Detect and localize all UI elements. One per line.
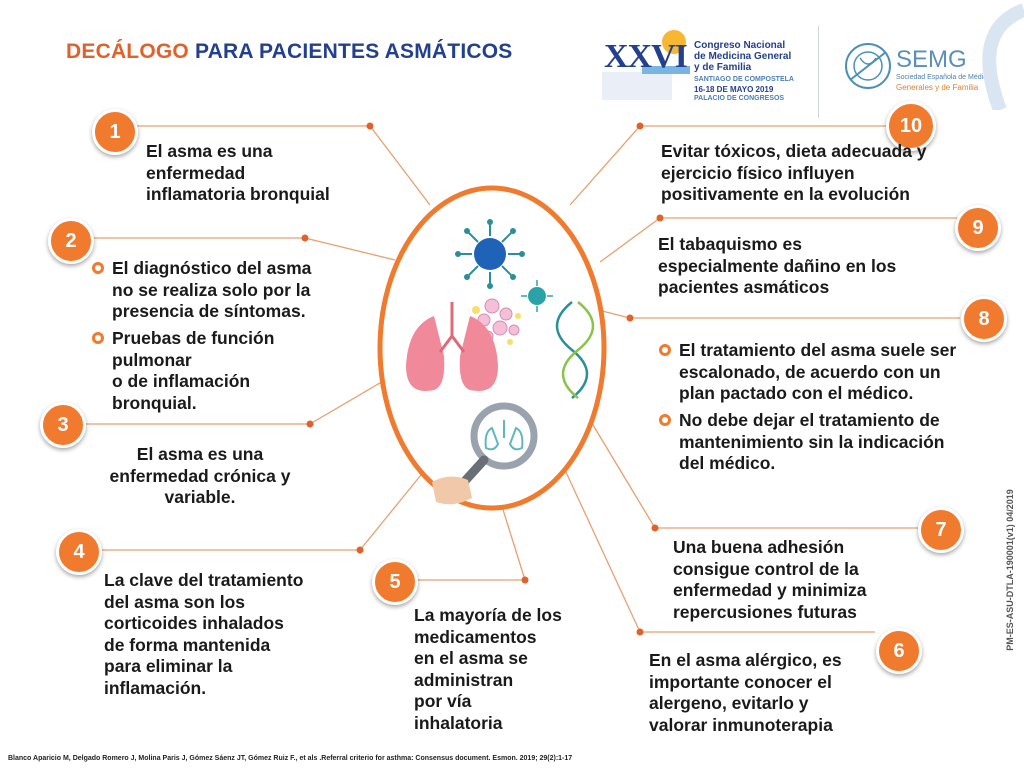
item-10-badge: 10 — [886, 101, 936, 151]
item-9-line: pacientes asmáticos — [658, 277, 830, 297]
item-7-badge: 7 — [918, 507, 964, 553]
bullet-icon — [659, 344, 671, 356]
item-8-bullet-1 — [679, 340, 956, 405]
congress-line3: y de Familia — [694, 62, 752, 73]
item-5-badge: 5 — [372, 559, 418, 605]
document-code-text: PM-ES-ASU-DTLA-190001(v1) 04/2019 — [1005, 489, 1015, 651]
item-5-text — [414, 605, 562, 734]
item-10-line: ejercicio físico influyen — [661, 162, 855, 183]
item-3-text — [80, 444, 320, 509]
congress-numeral: XXVI — [604, 38, 687, 75]
item-9-badge: 9 — [955, 205, 1001, 251]
item-4-line: inflamación. — [104, 677, 207, 698]
item-4-badge: 4 — [56, 529, 102, 575]
item-6-line: importante conocer el — [649, 671, 832, 692]
item-4-text — [104, 570, 303, 699]
item-5-line: por vía — [414, 691, 472, 711]
item-6-line: En el asma alérgico, es — [649, 650, 842, 670]
central-illustration — [372, 176, 612, 516]
item-1-text — [146, 141, 330, 206]
item-4-line: del asma son los — [104, 591, 246, 612]
reference-citation: Blanco Aparicio M, Delgado Romero J, Molina Paris J, Gómez Sáenz JT, Gómez Ruiz F., et als .Referral criterio for asthma: Consensus document. Esmon. 2019; 29(2):1-17 — [8, 755, 573, 762]
item-8-line: del médico. — [679, 453, 776, 473]
item-8-line: escalonado, de acuerdo con un — [679, 361, 941, 382]
title-accent: DECÁLOGO — [66, 40, 189, 63]
item-6-text — [649, 650, 842, 736]
item-7-line: enfermedad y minimiza — [673, 580, 867, 600]
item-5-line: medicamentos — [414, 626, 537, 647]
item-9-line: especialmente dañino en los — [658, 255, 897, 276]
item-1-badge: 1 — [92, 109, 138, 155]
item-2-line: no se realiza solo por la — [112, 279, 311, 300]
semg-line1: Sociedad Española de Médicos — [896, 74, 995, 81]
item-8-line: plan pactado con el médico. — [679, 383, 914, 403]
item-2-line: bronquial. — [112, 392, 197, 413]
item-10-line: Evitar tóxicos, dieta adecuada y — [661, 141, 927, 161]
item-7-line: repercusiones futuras — [673, 601, 857, 622]
item-4-line: de forma mantenida — [104, 634, 271, 655]
item-10-text — [661, 141, 927, 206]
item-2-line: o de inflamación — [112, 371, 251, 391]
item-7-text — [673, 537, 867, 623]
item-5-line: administran — [414, 669, 514, 690]
item-7-line: Una buena adhesión — [673, 537, 845, 557]
item-5-line: en el asma se — [414, 648, 528, 668]
item-2-line: presencia de síntomas. — [112, 301, 306, 321]
item-5-line: La mayoría de los — [414, 605, 562, 625]
item-8-bullet-2 — [679, 410, 944, 475]
item-2-line: pulmonar — [112, 349, 192, 370]
item-5-line: inhalatoria — [414, 712, 503, 733]
item-6-line: alergeno, evitarlo y — [649, 693, 809, 713]
item-8-line: No debe dejar el tratamiento de — [679, 410, 940, 430]
item-3-line: El asma es una — [136, 444, 264, 464]
item-1-line: El asma es una — [146, 141, 273, 161]
congress-line5: 16-18 DE MAYO 2019 — [694, 85, 774, 94]
item-2-line: El diagnóstico del asma — [112, 258, 312, 278]
item-4-line: La clave del tratamiento — [104, 570, 304, 590]
item-2-bullet-2 — [112, 328, 274, 414]
item-6-line: valorar inmunoterapia — [649, 714, 833, 735]
item-3-line: enfermedad crónica y — [109, 465, 291, 486]
item-9-text — [658, 234, 896, 299]
item-10-line: positivamente en la evolución — [661, 184, 910, 204]
document-code — [1000, 480, 1020, 660]
item-2-badge: 2 — [48, 218, 94, 264]
item-1-line: enfermedad — [146, 162, 246, 183]
item-3-badge: 3 — [40, 402, 86, 448]
item-4-line: para eliminar la — [104, 656, 233, 676]
item-1-line: inflamatoria bronquial — [146, 184, 330, 204]
semg-line2: Generales y de Familia — [896, 83, 979, 92]
item-9-line: El tabaquismo es — [658, 234, 802, 254]
item-3-line: variable. — [164, 487, 236, 507]
congress-line1: Congreso Nacional — [694, 40, 786, 51]
bullet-icon — [659, 414, 671, 426]
title-rest: PARA PACIENTES ASMÁTICOS — [188, 40, 513, 63]
bullet-icon — [92, 332, 104, 344]
congress-line4: SANTIAGO DE COMPOSTELA — [694, 76, 794, 83]
item-6-badge: 6 — [876, 628, 922, 674]
item-8-line: El tratamiento del asma suele ser — [679, 340, 957, 360]
bullet-icon — [92, 262, 104, 274]
item-2-bullet-1 — [112, 258, 311, 323]
semg-name: SEMG — [896, 46, 967, 73]
item-8-badge: 8 — [961, 296, 1007, 342]
item-8-line: mantenimiento sin la indicación — [679, 431, 945, 452]
item-2-line: Pruebas de función — [112, 328, 275, 348]
virus-icon — [455, 219, 525, 289]
item-4-line: corticoides inhalados — [104, 613, 284, 633]
congress-line6: PALACIO DE CONGRESOS — [694, 95, 785, 102]
item-7-line: consigue control de la — [673, 558, 859, 579]
congress-line2: de Medicina General — [694, 51, 792, 62]
